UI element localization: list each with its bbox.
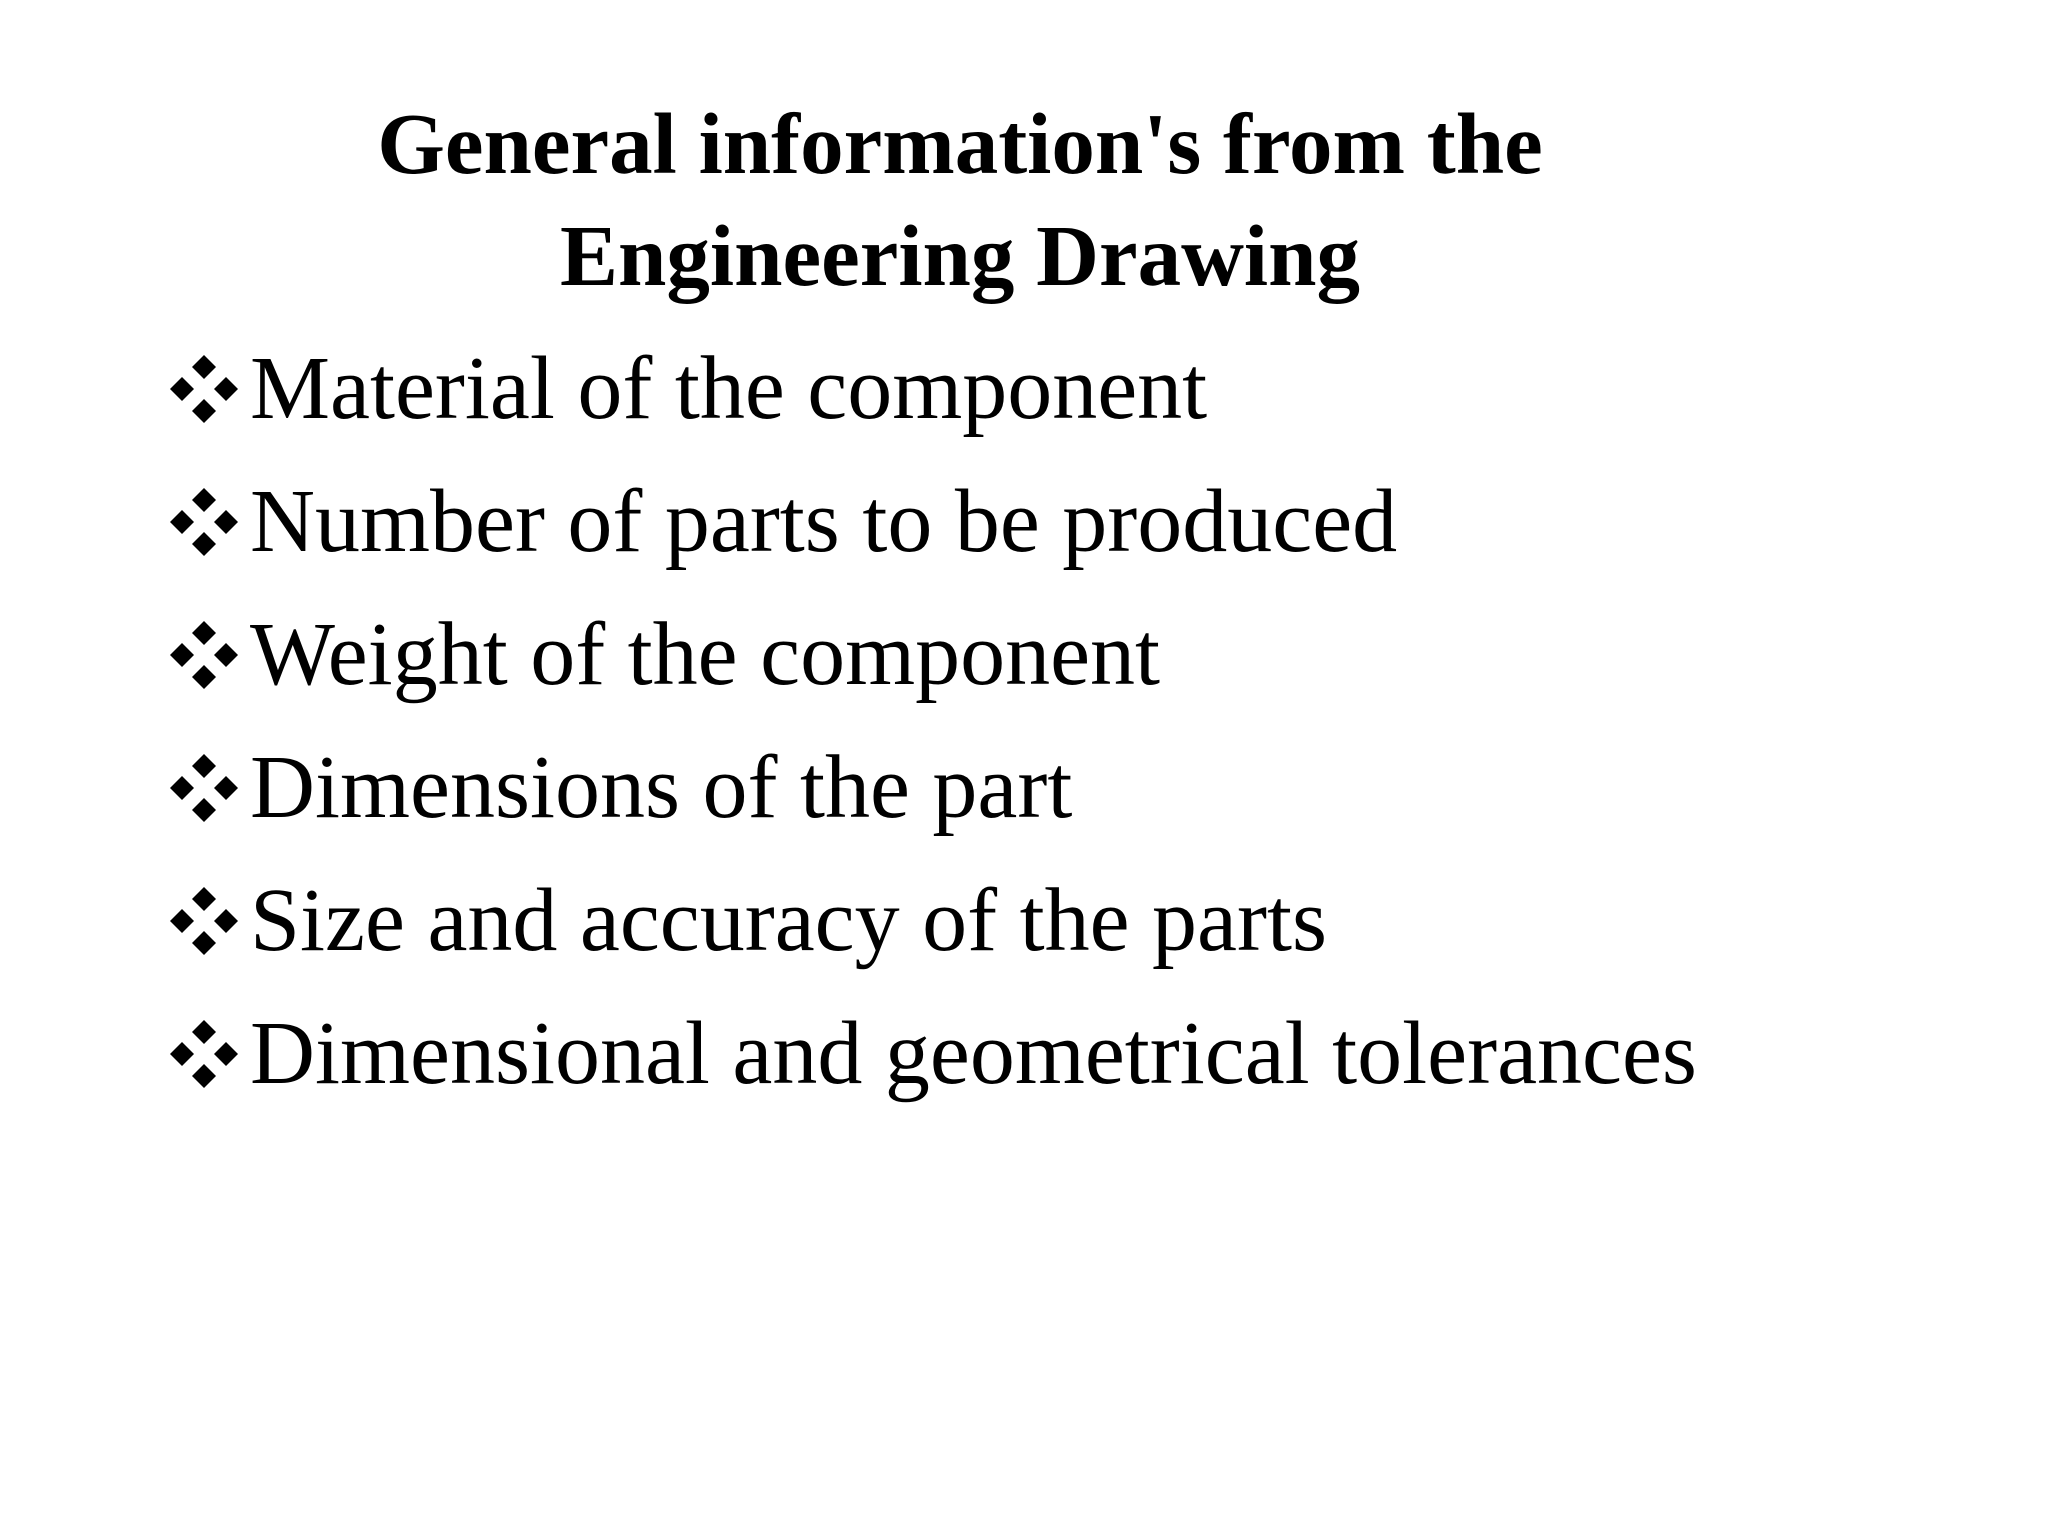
bullet-text-number-of-parts: Number of parts to be produced xyxy=(250,471,1398,571)
bullet-text-material: Material of the component xyxy=(250,338,1208,438)
four-diamonds-icon xyxy=(162,478,246,562)
bullet-item-size-accuracy xyxy=(162,854,1697,987)
bullet-item-material xyxy=(162,322,1697,455)
bullet-item-dimensions xyxy=(162,721,1697,854)
four-diamonds-icon xyxy=(162,345,246,429)
bullet-text-size-accuracy: Size and accuracy of the parts xyxy=(250,870,1327,970)
bullet-text-dimensions: Dimensions of the part xyxy=(250,737,1073,837)
slide-title xyxy=(180,88,1740,312)
bullet-item-tolerances xyxy=(162,987,1697,1120)
bullet-text-weight: Weight of the component xyxy=(250,604,1161,704)
bullet-item-number-of-parts xyxy=(162,455,1697,588)
four-diamonds-icon xyxy=(162,611,246,695)
slide-title-line-2: Engineering Drawing xyxy=(560,207,1360,304)
four-diamonds-icon xyxy=(162,877,246,961)
slide-title-line-1: General information's from the xyxy=(377,95,1543,192)
four-diamonds-icon xyxy=(162,744,246,828)
bullet-list xyxy=(162,322,1697,1120)
bullet-item-weight xyxy=(162,588,1697,721)
bullet-text-tolerances: Dimensional and geometrical tolerances xyxy=(250,1003,1697,1103)
four-diamonds-icon xyxy=(162,1010,246,1094)
